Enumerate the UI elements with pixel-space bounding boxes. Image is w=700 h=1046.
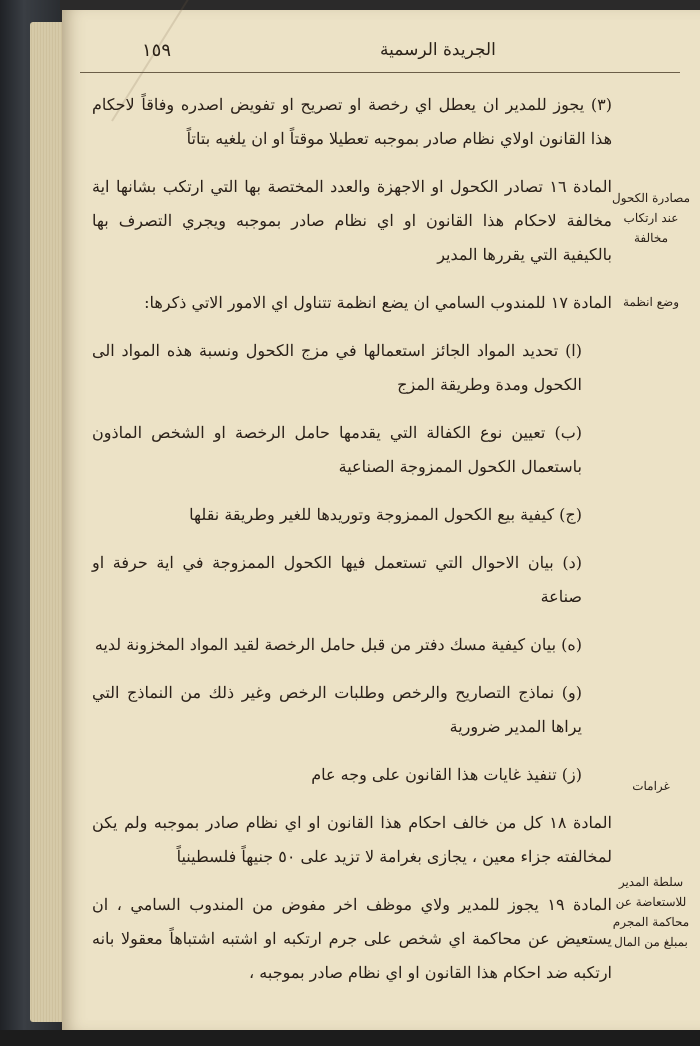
page-header [80,40,680,74]
article-16: المادة ١٦ تصادر الكحول او الاجهزة والعدد المختصة بها التي ارتكب بشانها اية مخالفة لاحكام هذا القانون او اي نظام صادر بموجبه ويجري التصرف بها بالكيفية التي يقررها المدير [92,177,612,264]
margin-note-regulations: وضع انظمة [622,295,680,309]
article-17-item-e: (ه) بيان كيفية مسك دفتر من قبل حامل الرخصة لقيد المواد المخزونة لديه [94,635,582,654]
article-19: المادة ١٩ يجوز للمدير ولاي موظف اخر مفوض من المندوب السامي ، ان يستعيض عن محاكمة اي شخص على جرم ارتكبه او اشتبه اشتباهاً معقولا بانه ارتكبه ضد احكام هذا القانون او اي نظام صادر بموجبه ، [92,895,612,982]
article-17: المادة ١٧ للمندوب السامي ان يضع انظمة تتناول اي الامور الاتي ذكرها: [144,293,612,312]
clause-3: (٣) يجوز للمدير ان يعطل اي رخصة او تصريح او تفويض اصدره وفاقاً لاحكام هذا القانون اولاي نظام صادر بموجبه تعطيلا موقتاً او ان يلغيه بتاتاً [92,95,612,148]
margin-note-confiscation: مصادرة الكحول عند ارتكاب مخالفة [611,191,690,245]
article-17-item-a: (ا) تحديد المواد الجائز استعمالها في مزج الكحول ونسبة هذه المواد الى الكحول ومدة وطريقة المزج [92,341,582,394]
article-18: المادة ١٨ كل من خالف احكام هذا القانون او اي نظام صادر بموجبه ولم يكن لمخالفته جزاء معين ، يجازى بغرامة لا تزيد على ٥٠ جنيهاً فلسطينياً [92,813,613,866]
article-17-item-b: (ب) تعيين نوع الكفالة التي يقدمها حامل الرخصة او الشخص الماذون باستعمال الكحول الممزوجة الصناعية [92,423,582,476]
margin-note-director-authority: سلطة المدير للاستعاضة عن محاكمة المجرم بمبلغ من المال [612,875,690,949]
margin-note-fines: غرامات [632,779,670,793]
page-number: ١٥٩ [142,40,172,61]
book-bottom-edge [0,1030,700,1046]
article-17-item-f: (و) نماذج التصاريح والرخص وطلبات الرخص وغير ذلك من النماذج التي يراها المدير ضرورية [92,683,582,736]
article-17-item-c: (ج) كيفية بيع الكحول الممزوجة وتوريدها للغير وطريقة نقلها [189,505,582,524]
document-body [92,88,612,1004]
article-17-item-d: (د) بيان الاحوال التي تستعمل فيها الكحول الممزوجة في اية حرفة او صناعة [92,553,582,606]
article-17-item-g: (ز) تنفيذ غايات هذا القانون على وجه عام [311,765,582,784]
journal-title: الجريدة الرسمية [380,40,496,60]
header-rule [80,72,680,73]
